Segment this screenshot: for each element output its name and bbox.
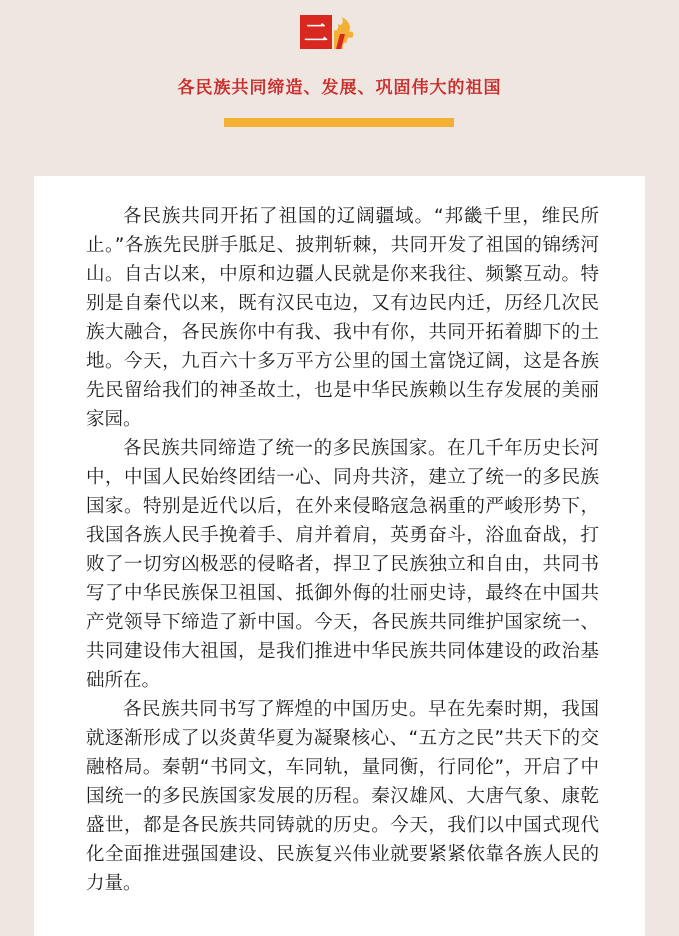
paragraph: 各民族共同开拓了祖国的辽阔疆域。“邦畿千里，维民所止。”各族先民胼手胝足、披荆斩棘，共同开发了祖国的锦绣河山。自古以来，中原和边疆人民就是你来我往、频繁互动。特别是自秦代以来，既有汉民屯边，又有边民内迁，历经几次民族大融合，各民族你中有我、我中有你，共同开拓着脚下的土地。今天，九百六十多万平方公里的国土富饶辽阔，这是各族先民留给我们的神圣故土，也是中华民族赖以生存发展的美丽家园。 — [86, 206, 599, 430]
paragraph: 各民族共同缔造了统一的多民族国家。在几千年历史长河中，中国人民始终团结一心、同舟共济，建立了统一的多民族国家。特别是近代以后，在外来侵略寇急祸重的严峻形势下，我国各族人民手挽着手、肩并着肩，英勇奋斗，浴血奋战，打败了一切穷凶极恶的侵略者，捍卫了民族独立和自由，共同书写了中华民族保卫祖国、抵御外侮的壮丽史诗，最终在中国共产党领导下缔造了新中国。今天，各民族共同维护国家统一、共同建设伟大祖国，是我们推进中华民族共同体建设的政治基础所在。 — [86, 438, 599, 691]
badge-flame-ornament — [334, 17, 353, 49]
section-number: 二 — [304, 19, 328, 47]
article-card — [34, 176, 645, 936]
section-title: 各民族共同缔造、发展、巩固伟大的祖国 — [177, 78, 502, 98]
section-number-badge — [300, 12, 360, 52]
paragraph: 各民族共同书写了辉煌的中国历史。早在先秦时期，我国就逐渐形成了以炎黄华夏为凝聚核心、“五方之民”共天下的交融格局。秦朝“书同文，车同轨，量同衡，行同伦”，开启了中国统一的多民族国家发展的历程。秦汉雄风、大唐气象、康乾盛世，都是各民族共同铸就的历史。今天，我们以中国式现代化全面推进强国建设、民族复兴伟业就要紧紧依靠各族人民的力量。 — [86, 699, 599, 894]
title-underline — [224, 118, 454, 127]
